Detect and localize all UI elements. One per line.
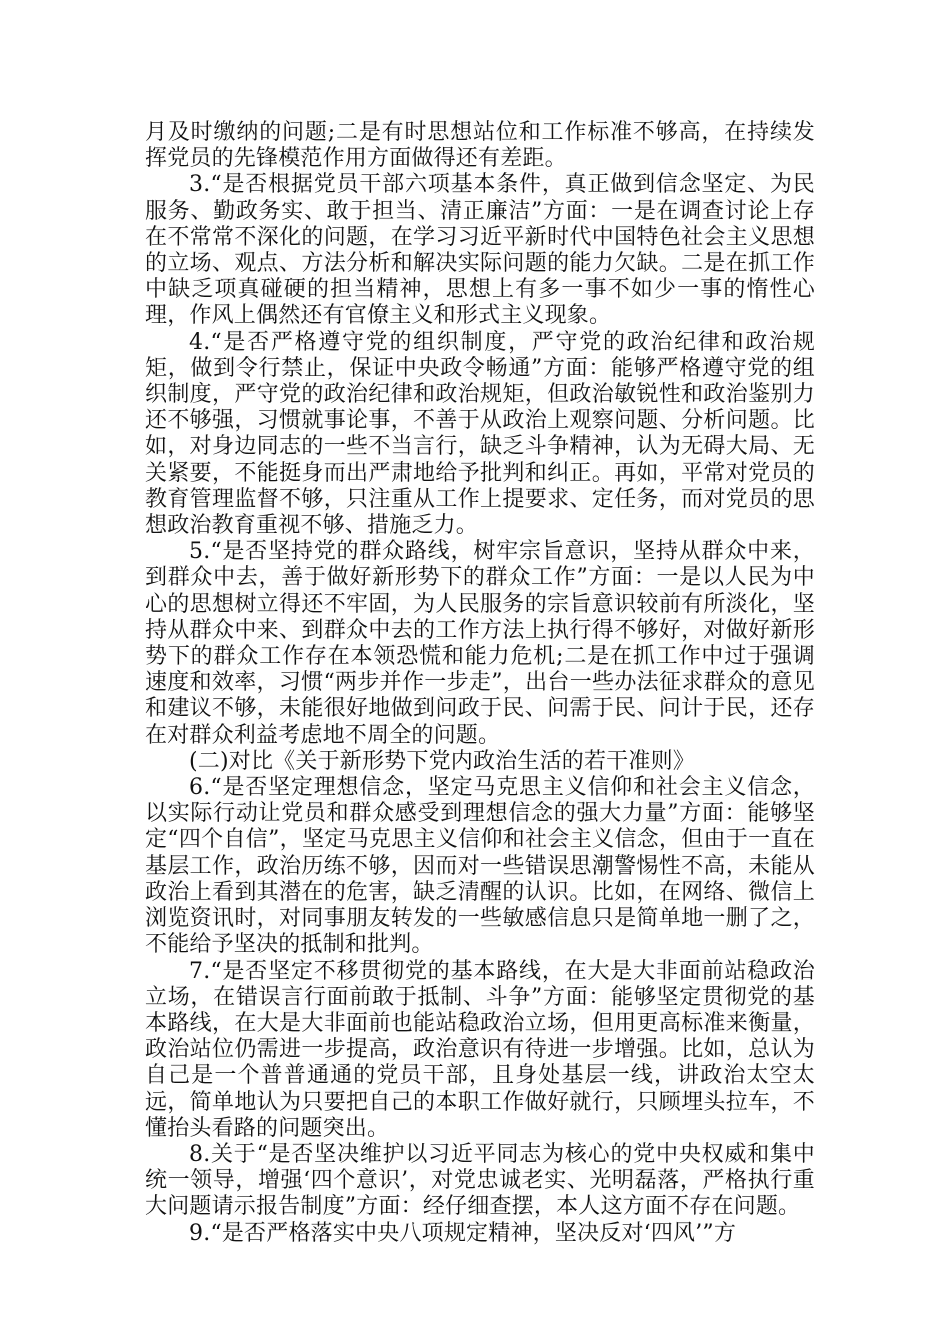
section-heading: (二)对比《关于新形势下党内政治生活的若干准则》 <box>189 748 695 774</box>
paragraph-item-9: 9.“是否严格落实中央八项规定精神，坚决反对‘四风’”方 <box>189 1220 737 1246</box>
paragraph-item-5: 5.“是否坚持党的群众路线，树牢宗旨意识，坚持从群众中来，到群众中去，善于做好新形势下的群众工作”方面：一是以人民为中心的思想树立得还不牢固，为人民服务的宗旨意识较前有所淡化，坚持从群众中来、到群众中去的工作方法上执行得不够好，对做好新形势下的群众工作存在本领恐慌和能力危机;二是在抓工作中过于强调速度和效率，习惯“两步并作一步走”，出台一些办法征求群众的意见和建议不够，未能很好地做到问政于民、问需于民、问计于民，还存在对群众利益考虑地不周全的问题。 <box>145 539 815 748</box>
document-body <box>145 120 815 1247</box>
paragraph-continuation: 月及时缴纳的问题;二是有时思想站位和工作标准不够高，在持续发挥党员的先锋模范作用方面做得还有差距。 <box>145 120 815 172</box>
paragraph-item-7: 7.“是否坚定不移贯彻党的基本路线，在大是大非面前站稳政治立场，在错误言行面前敢于抵制、斗争”方面：能够坚定贯彻党的基本路线，在大是大非面前也能站稳政治立场，但用更高标准来衡量，政治站位仍需进一步提高，政治意识有待进一步增强。比如，总认为自己是一个普普通通的党员干部，且身处基层一线，讲政治太空太远，简单地认为只要把自己的本职工作做好就行，只顾埋头拉车，不懂抬头看路的问题突出。 <box>145 958 815 1141</box>
paragraph-item-8: 8.关于“是否坚决维护以习近平同志为核心的党中央权威和集中统一领导，增强‘四个意识’，对党忠诚老实、光明磊落，严格执行重大问题请示报告制度”方面：经仔细查摆，本人这方面不存在问题。 <box>145 1141 815 1220</box>
paragraph-item-4: 4.“是否严格遵守党的组织制度，严守党的政治纪律和政治规矩，做到令行禁止，保证中央政令畅通”方面：能够严格遵守党的组织制度，严守党的政治纪律和政治规矩，但政治敏锐性和政治鉴别力还不够强，习惯就事论事，不善于从政治上观察问题、分析问题。比如，对身边同志的一些不当言行，缺乏斗争精神，认为无碍大局、无关紧要，不能挺身而出严肃地给予批判和纠正。再如，平常对党员的教育管理监督不够，只注重从工作上提要求、定任务，而对党员的思想政治教育重视不够、措施乏力。 <box>145 329 815 539</box>
paragraph-item-6: 6.“是否坚定理想信念，坚定马克思主义信仰和社会主义信念，以实际行动让党员和群众感受到理想信念的强大力量”方面：能够坚定“四个自信”，坚定马克思主义信仰和社会主义信念，但由于一直在基层工作，政治历练不够，因而对一些错误思潮警惕性不高，未能从政治上看到其潜在的危害，缺乏清醒的认识。比如，在网络、微信上浏览资讯时，对同事朋友转发的一些敏感信息只是简单地一删了之，不能给予坚决的抵制和批判。 <box>145 775 815 958</box>
paragraph-item-3: 3.“是否根据党员干部六项基本条件，真正做到信念坚定、为民服务、勤政务实、敢于担当、清正廉洁”方面：一是在调查讨论上存在不常常不深化的问题，在学习习近平新时代中国特色社会主义思想的立场、观点、方法分析和解决实际问题的能力欠缺。二是在抓工作中缺乏项真碰硬的担当精神，思想上有多一事不如少一事的惰性心理，作风上偶然还有官僚主义和形式主义现象。 <box>145 172 815 329</box>
